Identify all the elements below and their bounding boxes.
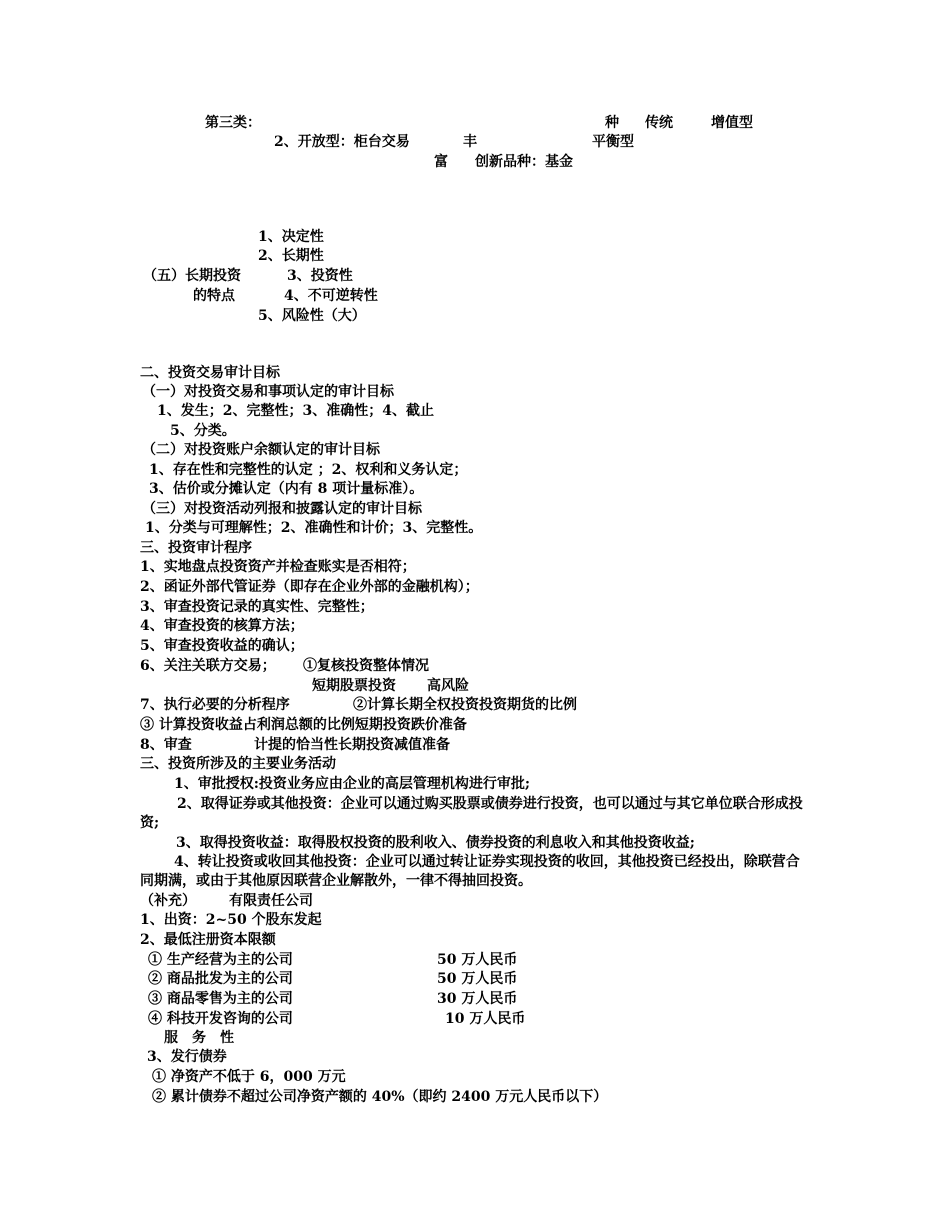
activity-3: 3、取得投资收益：取得股权投资的股利收入、债券投资的利息收入和其他投资收益;: [176, 835, 695, 851]
procedure-8-provision: 计提的恰当性长期投资减值准备: [254, 737, 450, 753]
procedure-7-ratio: ②计算长期全权投资投资期货的比例: [353, 697, 577, 713]
service-label: 服 务 性: [164, 1030, 234, 1046]
balanced-label: 平衡型: [592, 134, 634, 150]
activity-2: 2、取得证券或其他投资：企业可以通过购买股票或债券进行投资，也可以通过与其它单位联合形成投资;: [140, 796, 803, 831]
open-type-label: 2、开放型：柜台交易: [274, 134, 410, 150]
rich-char-1: 丰: [463, 134, 477, 150]
audit-goals-sub2: （二）对投资账户余额认定的审计目标: [142, 442, 380, 458]
capital-row-1-value: 50 万人民币: [437, 952, 518, 968]
capital-row-1-label: ① 生产经营为主的公司: [148, 952, 293, 968]
supplement-line-1: 1、出资：2~50 个股东发起: [140, 912, 322, 928]
feature-4: 4、不可逆转性: [284, 288, 378, 304]
capital-row-4-label: ④ 科技开发咨询的公司: [148, 1011, 293, 1027]
capital-row-2-label: ② 商品批发为主的公司: [148, 971, 293, 987]
audit-goals-sub1: （一）对投资交易和事项认定的审计目标: [142, 384, 394, 400]
procedure-6-review: ①复核投资整体情况: [303, 658, 429, 674]
features-heading-a: （五）长期投资: [143, 268, 241, 284]
audit-goals-title: 二、投资交易审计目标: [140, 365, 280, 381]
third-class-label: 第三类：: [205, 115, 261, 131]
audit-goals-sub1-line2: 5、分类。: [170, 423, 236, 439]
bond-condition-1: ① 净资产不低于 6，000 万元: [152, 1069, 346, 1085]
procedure-7: 7、执行必要的分析程序: [140, 697, 290, 713]
procedure-1: 1、实地盘点投资资产并检查账实是否相符；: [140, 559, 416, 575]
innovation-label: 创新品种：基金: [475, 154, 573, 170]
audit-goals-sub3-line1: 1、分类与可理解性；2、准确性和计价；3、完整性。: [145, 520, 483, 536]
procedure-3: 3、审查投资记录的真实性、完整性；: [140, 599, 374, 615]
capital-row-4-value: 10 万人民币: [445, 1011, 526, 1027]
rich-char-2: 富: [434, 154, 448, 170]
kind-char: 种: [605, 115, 619, 131]
activity-1: 1、审批授权:投资业务应由企业的高层管理机构进行审批;: [174, 776, 531, 792]
feature-5: 5、风险性（大）: [258, 308, 366, 324]
capital-row-3-label: ③ 商品零售为主的公司: [148, 991, 293, 1007]
supplement-line-2: 2、最低注册资本限额: [140, 932, 276, 948]
capital-row-3-value: 30 万人民币: [437, 991, 518, 1007]
procedure-6: 6、关注关联方交易；: [140, 658, 276, 674]
audit-goals-sub1-line1: 1、发生；2、完整性；3、准确性；4、截止: [157, 403, 434, 419]
audit-goals-sub3: （三）对投资活动列报和披露认定的审计目标: [142, 501, 422, 517]
procedure-4: 4、审查投资的核算方法；: [140, 618, 304, 634]
value-added-label: 增值型: [711, 115, 753, 131]
features-heading-b: 的特点: [193, 288, 235, 304]
procedure-6-short-stock: 短期股票投资: [312, 678, 396, 694]
procedure-7-income-ratio: ③ 计算投资收益占利润总额的比例短期投资跌价准备: [140, 717, 467, 733]
procedure-2: 2、函证外部代管证券（即存在企业外部的金融机构）；: [140, 579, 479, 595]
procedures-title: 三、投资审计程序: [140, 540, 252, 556]
audit-goals-sub2-line1: 1、存在性和完整性的认定 ；2、权利和义务认定；: [149, 462, 468, 478]
procedure-6-high-risk: 高风险: [427, 678, 469, 694]
bond-condition-2: ② 累计债券不超过公司净资产额的 40%（即约 2400 万元人民币以下）: [152, 1089, 608, 1105]
procedure-8: 8、审查: [140, 737, 192, 753]
activities-title: 三、投资所涉及的主要业务活动: [140, 756, 336, 772]
feature-3: 3、投资性: [287, 268, 353, 284]
audit-goals-sub2-line2: 3、估价或分摊认定（内有 8 项计量标准）。: [149, 481, 424, 497]
supplement-line-3: 3、发行债券: [147, 1049, 227, 1065]
feature-1: 1、决定性: [258, 229, 324, 245]
traditional-label: 传统: [645, 115, 673, 131]
company-type: 有限责任公司: [229, 893, 313, 909]
feature-2: 2、长期性: [258, 248, 324, 264]
capital-row-2-value: 50 万人民币: [437, 971, 518, 987]
procedure-5: 5、审查投资收益的确认；: [140, 638, 304, 654]
activity-4: 4、转让投资或收回其他投资：企业可以通过转让证券实现投资的收回，其他投资已经投出，除联营合同期满，或由于其他原因联营企业解散外，一律不得抽回投资。: [140, 854, 800, 889]
supplement-heading: （补充）: [140, 893, 196, 909]
